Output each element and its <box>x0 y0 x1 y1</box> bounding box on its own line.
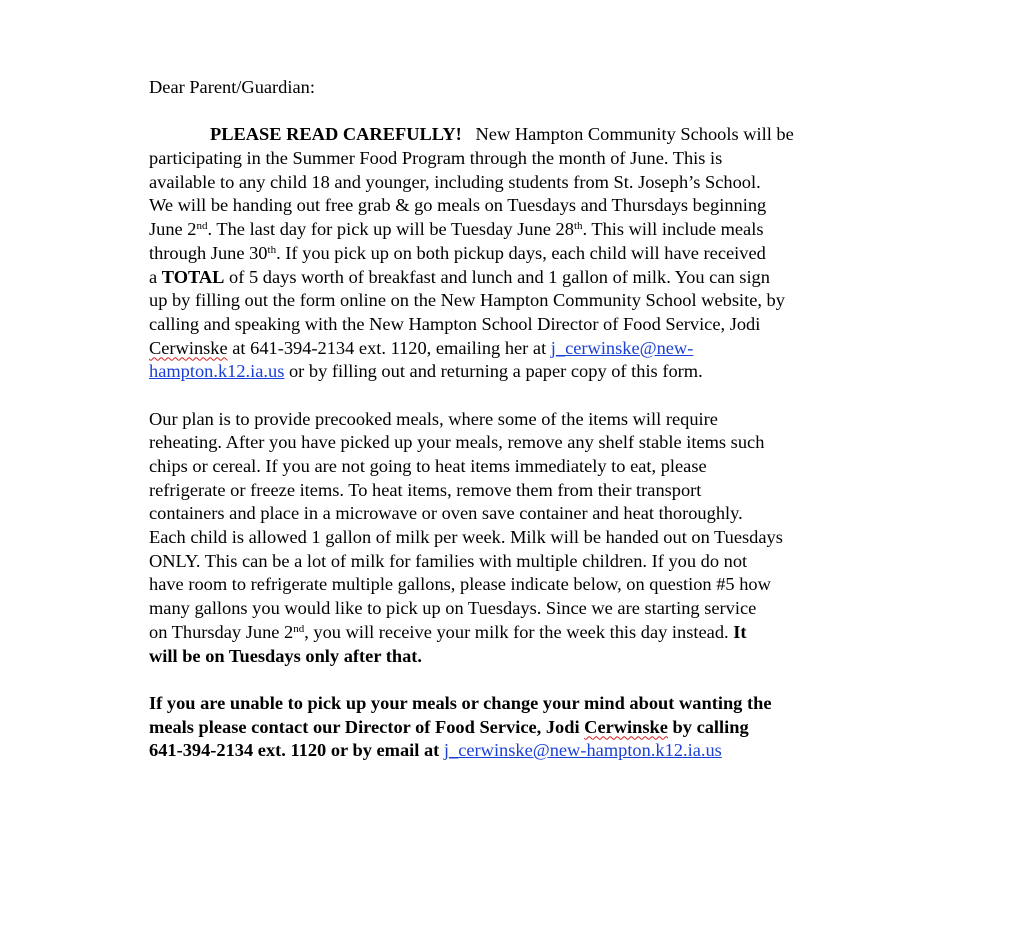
p1-line-5 <box>149 218 889 242</box>
p2-text: have room to refrigerate multiple gallons, please indicate below, on question #5 how <box>149 574 771 595</box>
paragraph-program-info <box>149 123 889 384</box>
p1-line-2 <box>149 147 889 171</box>
p3-text: by calling <box>667 716 749 737</box>
p2-text: reheating. After you have picked up your meals, remove any shelf stable items such <box>149 432 765 453</box>
email-link-part-1[interactable]: j_cerwinske@new- <box>550 337 694 358</box>
p1-text: We will be handing out free grab & go meals on Tuesdays and Thursdays beginning <box>149 195 767 216</box>
p2-line-8 <box>149 573 889 597</box>
paragraph-meal-plan <box>149 408 889 669</box>
email-link[interactable]: j_cerwinske@new-hampton.k12.ia.us <box>443 740 722 761</box>
p3-text: meals please contact our Director of Food Service, Jodi <box>149 716 585 737</box>
paragraph-spacer <box>149 668 889 692</box>
p1-line-10 <box>149 337 889 361</box>
p2-text: Our plan is to provide precooked meals, where some of the items will require <box>149 408 718 429</box>
p1-line-9 <box>149 313 889 337</box>
p1-line-4 <box>149 194 889 218</box>
p1-text: participating in the Summer Food Program through the month of June. This is <box>149 148 723 169</box>
director-name: Cerwinske <box>584 716 668 737</box>
p1-text: . This will include meals <box>582 219 764 240</box>
p2-text: Each child is allowed 1 gallon of milk per week. Milk will be handed out on Tuesdays <box>149 527 783 548</box>
p1-text: calling and speaking with the New Hampton School Director of Food Service, Jodi <box>149 313 761 334</box>
paragraph-spacer <box>149 100 889 124</box>
p1-text: through June 30 <box>149 242 268 263</box>
p1-line-3 <box>149 171 889 195</box>
p1-text: at 641-394-2134 ext. 1120, emailing her at <box>227 337 551 358</box>
ordinal-suffix: nd <box>196 220 208 233</box>
p2-text: , you will receive your milk for the week this day instead. <box>304 621 734 642</box>
p2-text: many gallons you would like to pick up on Tuesdays. Since we are starting service <box>149 598 757 619</box>
paragraph-contact <box>149 692 889 763</box>
p2-line-5 <box>149 502 889 526</box>
p1-text: up by filling out the form online on the New Hampton Community School website, by <box>149 290 785 311</box>
p2-line-7 <box>149 550 889 574</box>
p1-line-1 <box>149 123 889 147</box>
p1-text: June 2 <box>149 219 197 240</box>
p2-text: on Thursday June 2 <box>149 621 294 642</box>
p2-line-11 <box>149 645 889 669</box>
ordinal-suffix: th <box>267 243 277 256</box>
tuesday-emphasis: will be on Tuesdays only after that. <box>149 645 423 666</box>
tuesday-emphasis: It <box>733 621 747 642</box>
p2-text: refrigerate or freeze items. To heat items, remove them from their transport <box>149 479 702 500</box>
p2-line-1 <box>149 408 889 432</box>
p2-line-4 <box>149 479 889 503</box>
p1-line-11 <box>149 360 889 384</box>
director-name: Cerwinske <box>149 337 228 358</box>
p3-text: If you are unable to pick up your meals or change your mind about wanting the <box>149 692 772 713</box>
p2-line-2 <box>149 431 889 455</box>
ordinal-suffix: nd <box>293 622 305 635</box>
p2-text: containers and place in a microwave or oven save container and heat thoroughly. <box>149 503 743 524</box>
p2-line-9 <box>149 597 889 621</box>
p1-text: . The last day for pick up will be Tuesday June 28 <box>207 219 574 240</box>
total-emphasis: TOTAL <box>161 266 225 287</box>
p1-text: of 5 days worth of breakfast and lunch and 1 gallon of milk. You can sign <box>224 266 770 287</box>
paragraph-spacer <box>149 384 889 408</box>
p3-line-2 <box>149 716 889 740</box>
p1-line-7 <box>149 266 889 290</box>
greeting <box>149 76 889 100</box>
p2-text: ONLY. This can be a lot of milk for families with multiple children. If you do not <box>149 550 748 571</box>
greeting-text: Dear Parent/Guardian: <box>149 77 315 97</box>
p1-line-6 <box>149 242 889 266</box>
p2-line-3 <box>149 455 889 479</box>
email-link-part-2[interactable]: hampton.k12.ia.us <box>149 361 285 382</box>
p3-line-3 <box>149 739 889 763</box>
p3-line-1 <box>149 692 889 716</box>
read-carefully-heading: PLEASE READ CAREFULLY! <box>210 124 462 145</box>
p1-text: . If you pick up on both pickup days, each child will have received <box>276 242 766 263</box>
p1-text: available to any child 18 and younger, including students from St. Joseph’s School. <box>149 171 761 192</box>
p1-text: a <box>149 266 162 287</box>
p1-text: New Hampton Community Schools will be <box>475 124 794 145</box>
letter-document <box>149 76 889 763</box>
p2-text: chips or cereal. If you are not going to heat items immediately to eat, please <box>149 456 707 476</box>
p2-line-10 <box>149 621 889 645</box>
ordinal-suffix: th <box>573 220 583 233</box>
p2-line-6 <box>149 526 889 550</box>
p1-line-8 <box>149 289 889 313</box>
p3-text: 641-394-2134 ext. 1120 or by email at <box>149 740 444 761</box>
p1-text: or by filling out and returning a paper copy of this form. <box>284 361 703 382</box>
